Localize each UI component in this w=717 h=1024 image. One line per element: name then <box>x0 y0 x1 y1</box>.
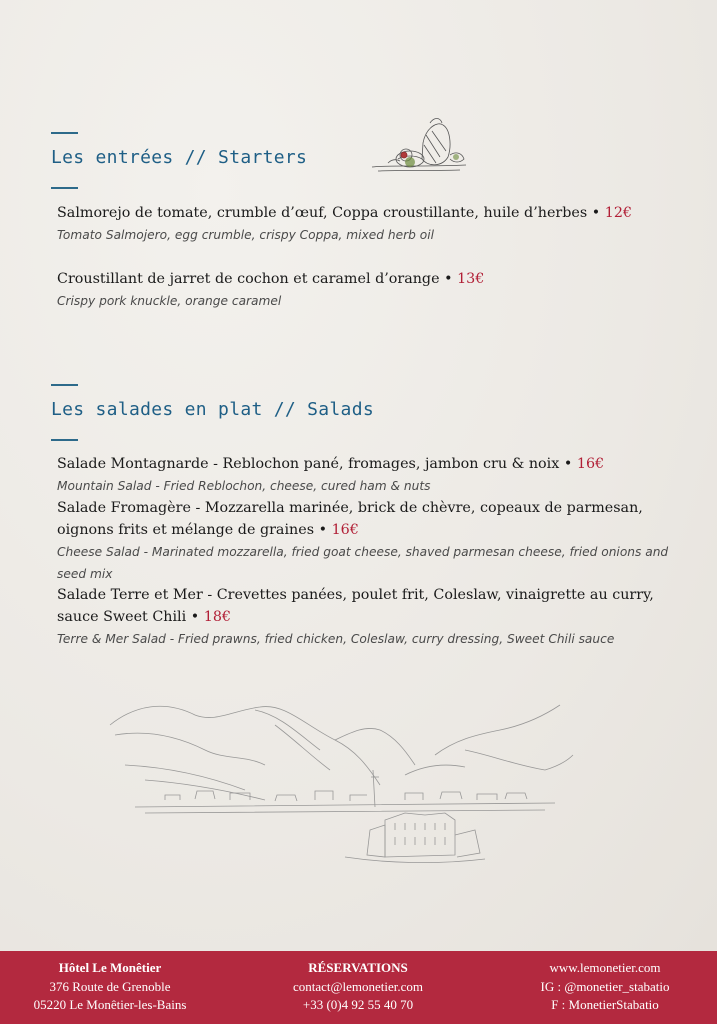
mountain-village-sketch-icon <box>105 695 575 875</box>
dish-price: 16€ <box>331 522 359 538</box>
section-title-starters: Les entrées // Starters <box>51 147 308 168</box>
footer-reservations <box>258 959 458 1015</box>
website-link[interactable]: www.lemonetier.com <box>549 960 661 975</box>
dish-name: Croustillant de jarret de cochon et caramel d’orange • 13€ <box>57 271 485 287</box>
hotel-address-line1: 376 Route de Grenoble <box>49 978 171 994</box>
dish-description: Cheese Salad - Marinated mozzarella, fried goat cheese, shaved parmesan cheese, fried onions and seed mix <box>57 545 669 581</box>
reservations-phone[interactable]: +33 (0)4 92 55 40 70 <box>302 997 414 1012</box>
dish-name: Salade Terre et Mer - Crevettes panées, poulet frit, Coleslaw, vinaigrette au curry, sauce Sweet Chili • 18€ <box>57 587 654 625</box>
footer-hotel <box>10 959 210 1015</box>
dish-price: 16€ <box>576 456 605 472</box>
section-rule-bottom <box>51 187 78 189</box>
footer <box>0 951 717 1024</box>
menu-item <box>57 584 697 650</box>
dish-name: Salade Montagnarde - Reblochon pané, fromages, jambon cru & noix • 16€ <box>57 456 605 472</box>
section-rule-top <box>51 132 78 134</box>
facebook-link[interactable]: F : MonetierStabatio <box>551 997 659 1012</box>
section-title-salads: Les salades en plat // Salads <box>51 399 374 420</box>
menu-item <box>57 268 697 312</box>
footer-social <box>505 959 705 1015</box>
reservations-email-link[interactable]: contact@lemonetier.com <box>292 978 423 994</box>
section-rule-bottom <box>51 439 78 441</box>
dish-description: Crispy pork knuckle, orange caramel <box>57 294 282 308</box>
hotel-address-line2: 05220 Le Monêtier-les-Bains <box>33 997 187 1012</box>
dish-price: 12€ <box>604 205 633 221</box>
charcuterie-sketch-icon <box>368 115 468 180</box>
dish-price: 13€ <box>457 271 485 287</box>
instagram-link[interactable]: IG : @monetier_stabatio <box>540 978 670 994</box>
reservations-title: RÉSERVATIONS <box>308 960 408 975</box>
hotel-name: Hôtel Le Monêtier <box>58 960 162 975</box>
dish-description: Tomato Salmojero, egg crumble, crispy Coppa, mixed herb oil <box>57 228 434 242</box>
dish-price: 18€ <box>203 609 232 625</box>
section-rule-top <box>51 384 78 386</box>
dish-description: Terre & Mer Salad - Fried prawns, fried chicken, Coleslaw, curry dressing, Sweet Chili sauce <box>57 632 615 646</box>
menu-item <box>57 497 697 585</box>
dish-name: Salmorejo de tomate, crumble d’œuf, Coppa croustillante, huile d’herbes • 12€ <box>57 205 633 221</box>
dish-description: Mountain Salad - Fried Reblochon, cheese, cured ham & nuts <box>57 479 431 493</box>
menu-item <box>57 202 697 246</box>
menu-item <box>57 453 697 497</box>
dish-name: Salade Fromagère - Mozzarella marinée, brick de chèvre, copeaux de parmesan, oignons frits et mélange de graines • 16€ <box>57 500 643 538</box>
